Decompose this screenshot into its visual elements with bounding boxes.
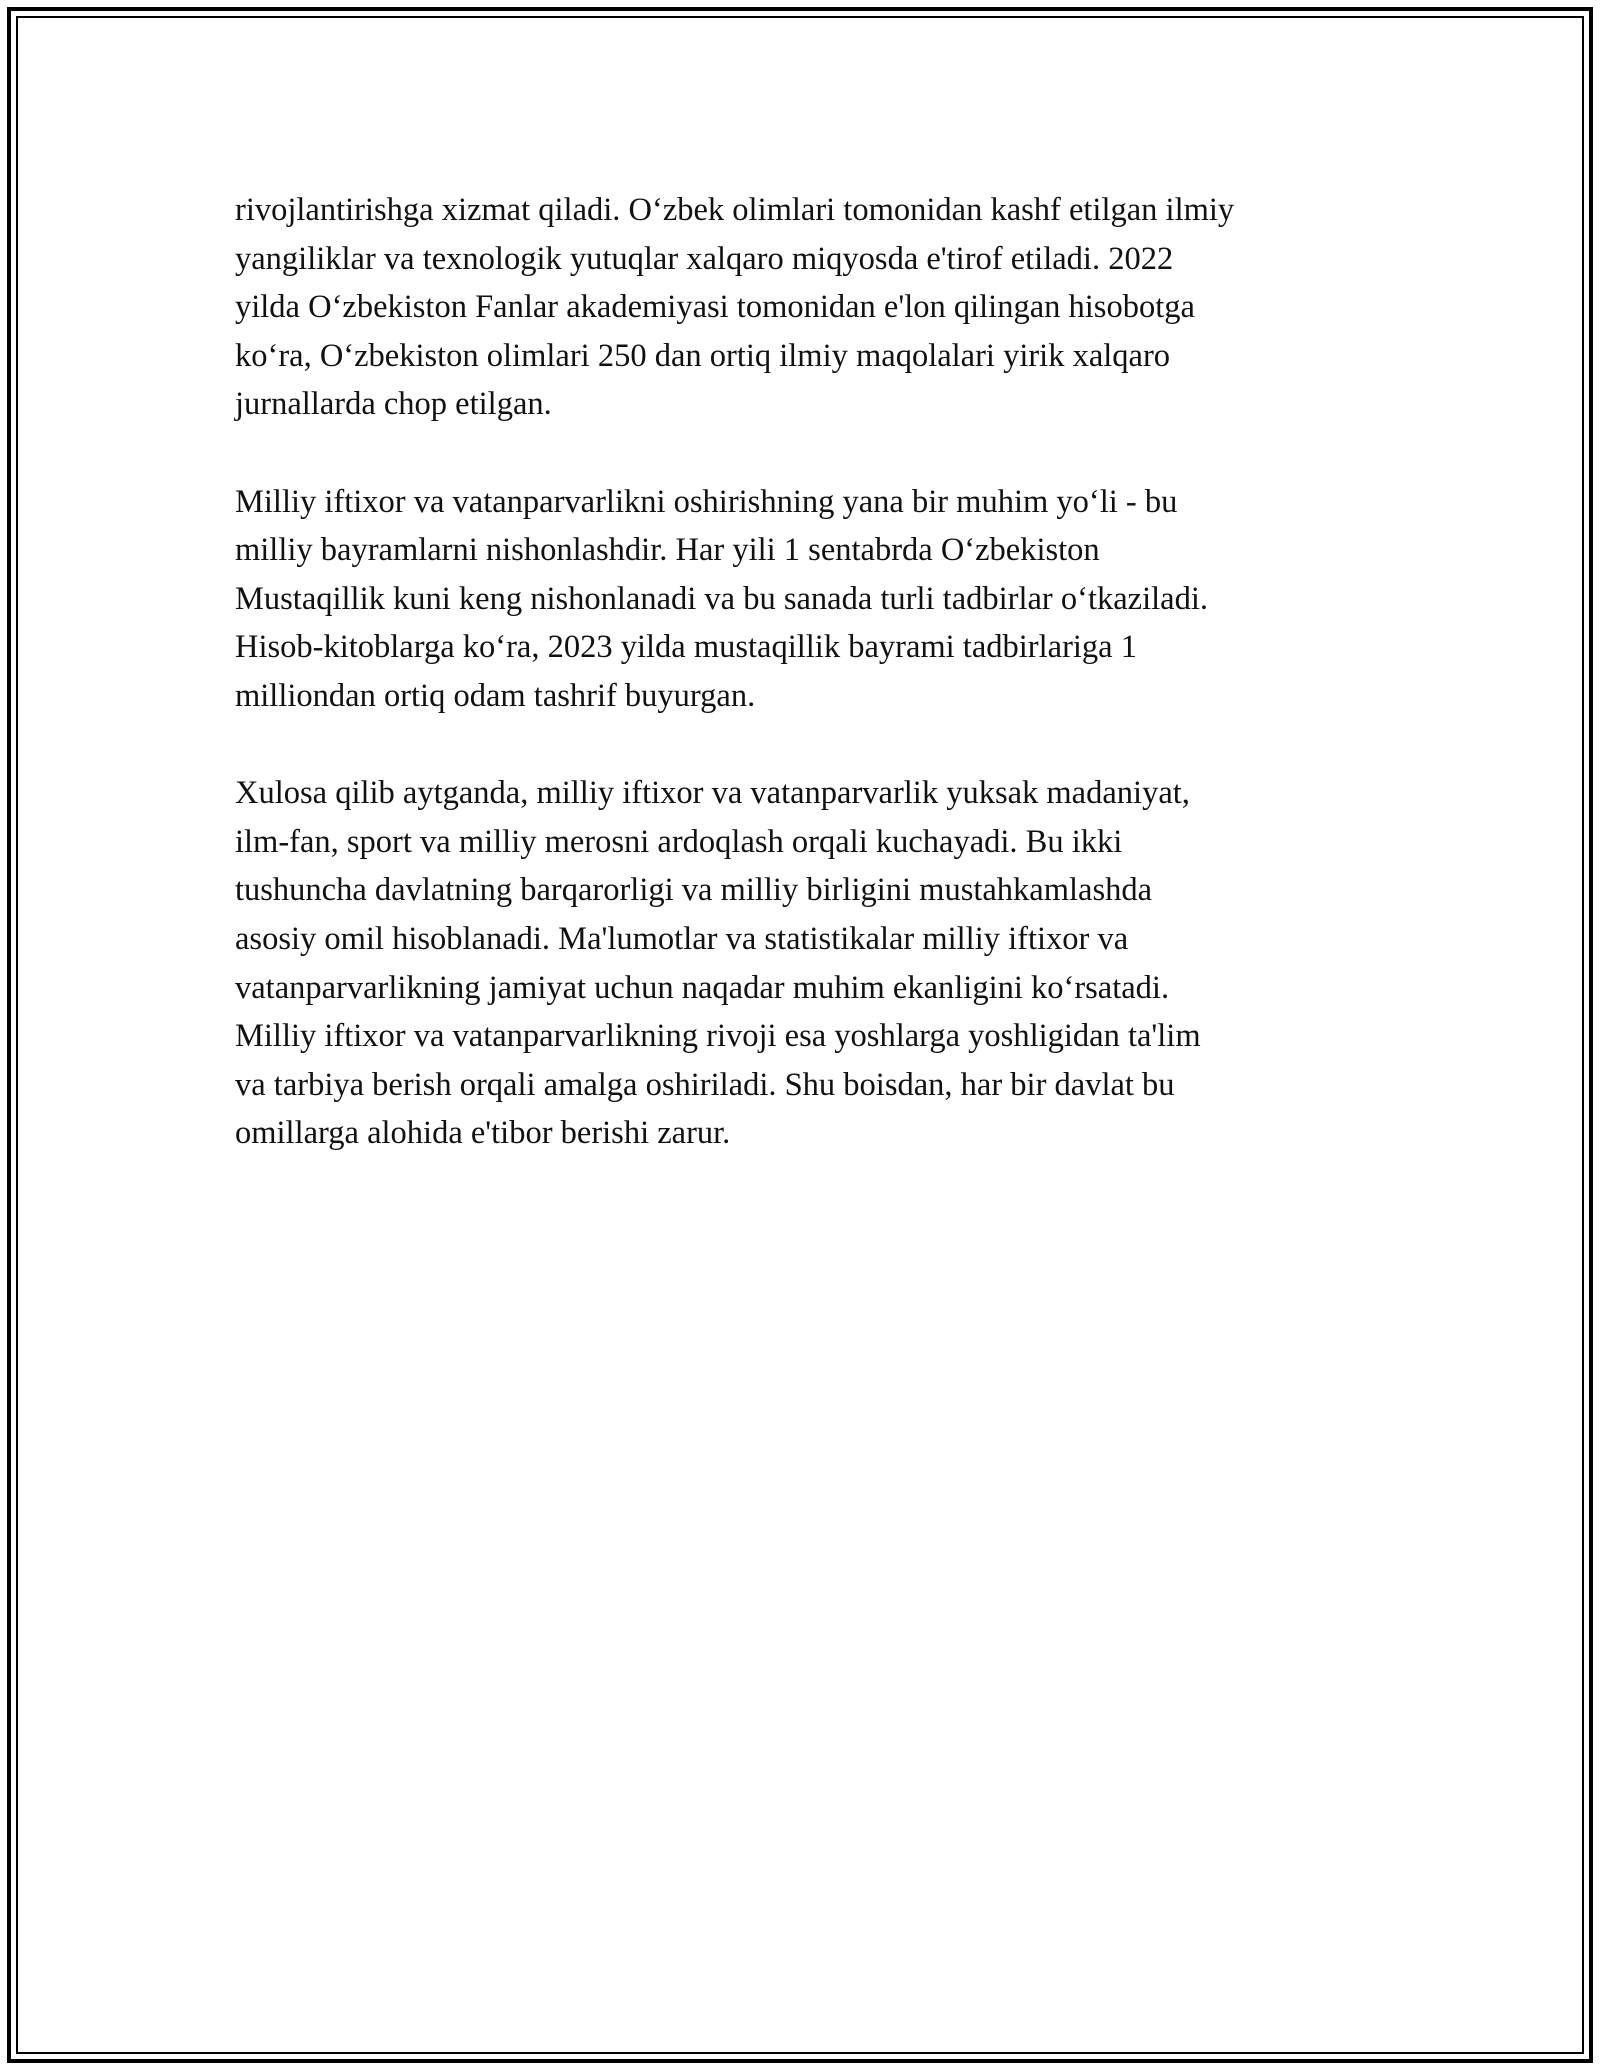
text-line: milliondan ortiq odam tashrif buyurgan.	[235, 677, 756, 714]
text-line: tushuncha davlatning barqarorligi va milliy birligini mustahkamlashda	[235, 872, 1153, 909]
text-line: ko‘ra, O‘zbekiston olimlari 250 dan ortiq ilmiy maqolalari yirik xalqaro	[235, 337, 1171, 374]
text-line: rivojlantirishga xizmat qiladi. O‘zbek olimlari tomonidan kashf etilgan ilmiy	[235, 192, 1235, 228]
text-line: Hisob-kitoblarga ko‘ra, 2023 yilda mustaqillik bayrami tadbirlariga 1	[235, 629, 1137, 666]
text-line: yangiliklar va texnologik yutuqlar xalqaro miqyosda e'tirof etiladi. 2022	[235, 240, 1174, 277]
text-line: jurnallarda chop etilgan.	[235, 386, 552, 423]
text-line: ilm-fan, sport va milliy merosni ardoqlash orqali kuchayadi. Bu ikki	[235, 823, 1123, 860]
text-line: asosiy omil hisoblanadi. Ma'lumotlar va statistikalar milliy iftixor va	[235, 920, 1129, 957]
text-line: vatanparvarlikning jamiyat uchun naqadar muhim ekanligini ko‘rsatadi.	[235, 969, 1170, 1006]
text-line: Milliy iftixor va vatanparvarlikning rivoji esa yoshlarga yoshligidan ta'lim	[235, 1018, 1201, 1055]
text-line: yilda O‘zbekiston Fanlar akademiyasi tomonidan e'lon qilingan hisobotga	[235, 289, 1195, 326]
text-line: Mustaqillik kuni keng nishonlanadi va bu sanada turli tadbirlar o‘tkaziladi.	[235, 580, 1208, 617]
text-line: milliy bayramlarni nishonlashdir. Har yili 1 sentabrda O‘zbekiston	[235, 532, 1100, 569]
text-line: va tarbiya berish orqali amalga oshiriladi. Shu boisdan, har bir davlat bu	[235, 1066, 1175, 1103]
paragraph-holidays	[235, 478, 1385, 721]
document-body	[235, 186, 1385, 1158]
paragraph-science	[235, 186, 1385, 429]
paragraph-conclusion	[235, 769, 1385, 1158]
text-line: omillarga alohida e'tibor berishi zarur.	[235, 1115, 731, 1152]
text-line: Milliy iftixor va vatanparvarlikni oshirishning yana bir muhim yo‘li - bu	[235, 483, 1178, 520]
text-line: Xulosa qilib aytganda, milliy iftixor va vatanparvarlik yuksak madaniyat,	[235, 775, 1190, 812]
